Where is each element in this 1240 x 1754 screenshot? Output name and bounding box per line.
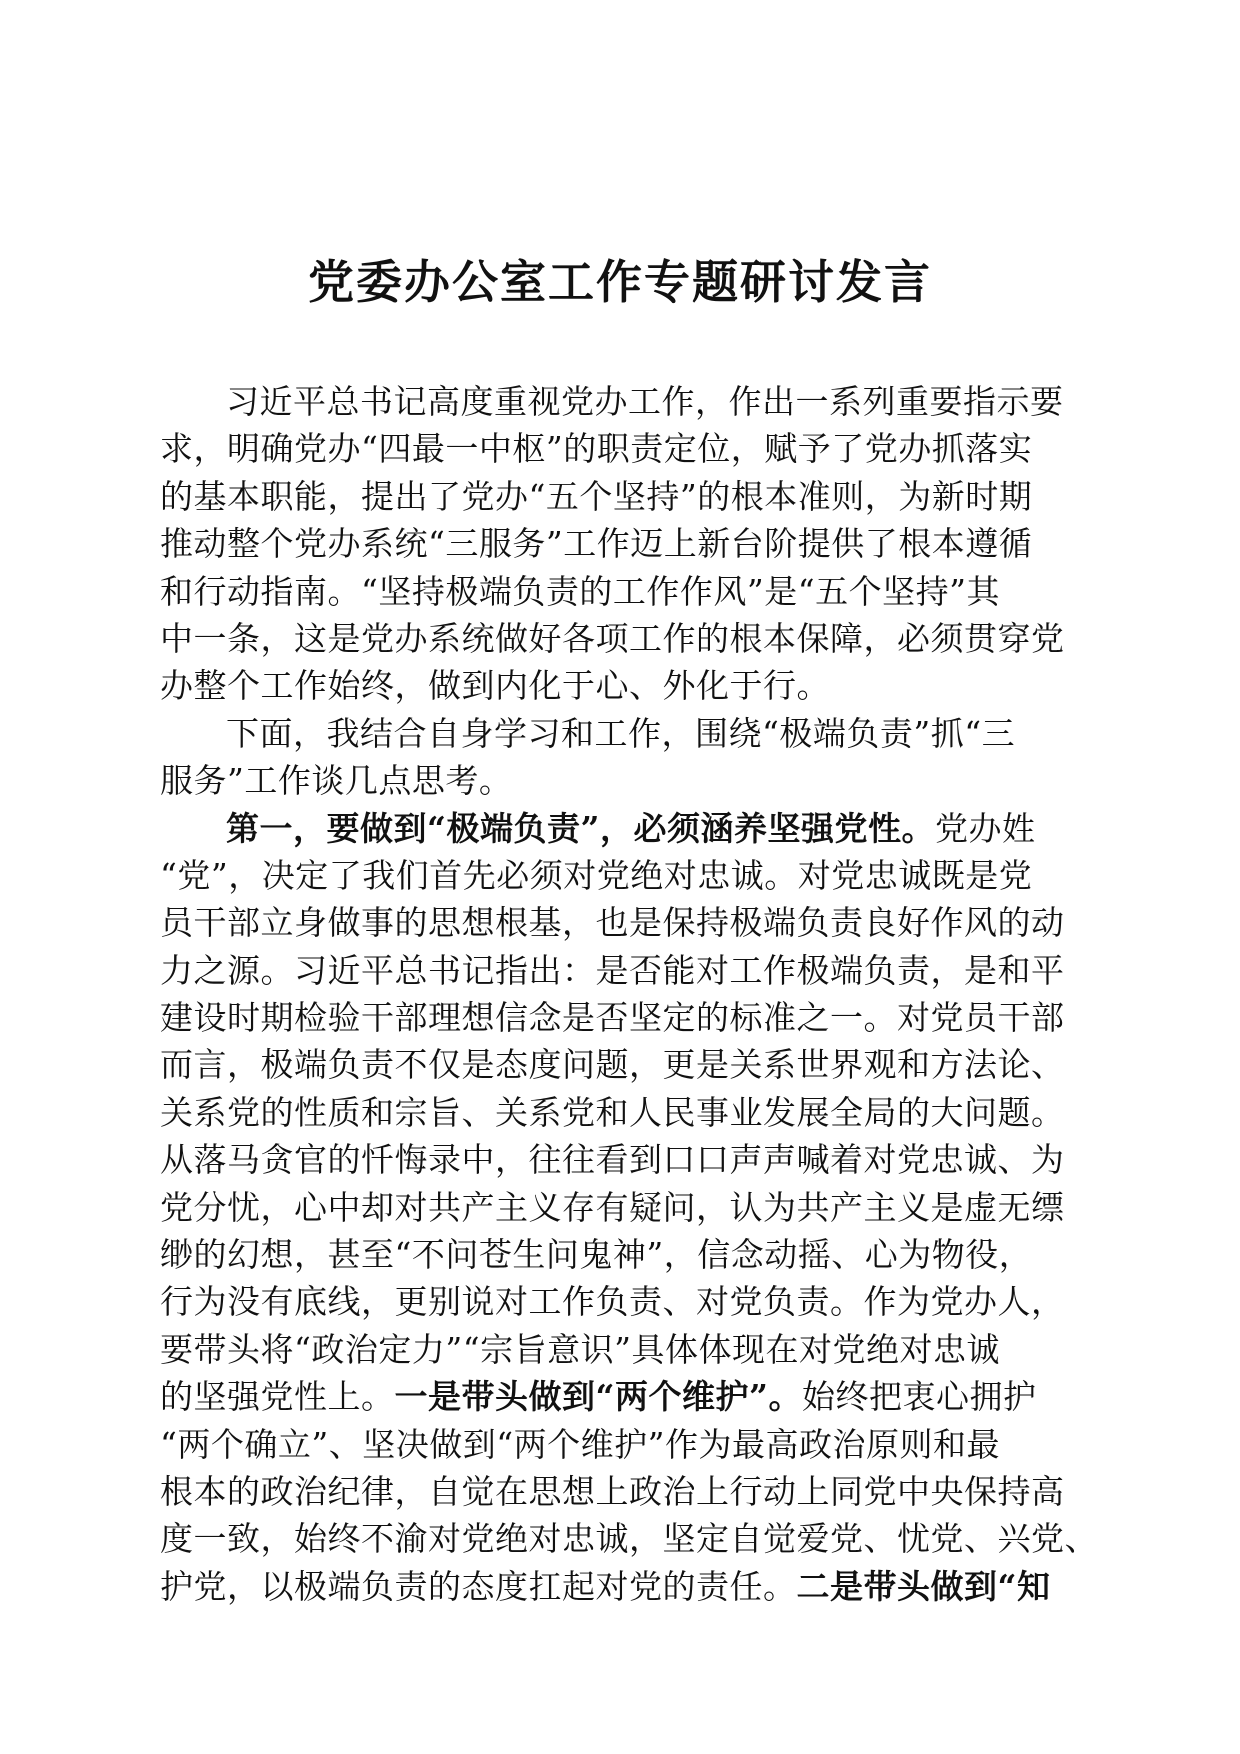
text-line — [160, 425, 1080, 472]
body-text: 办整个工作始终，做到内化于心、外化于行。 — [160, 666, 830, 706]
body-text: 习近平总书记高度重视党办工作，作出一系列重要指示要 — [226, 382, 1064, 421]
body-text: 建设时期检验干部理想信念是否坚定的标准之一。对党员干部 — [160, 998, 1065, 1038]
text-line — [160, 1278, 1080, 1325]
bold-heading-text: 二是带头做到“知 — [796, 1566, 1051, 1606]
text-line — [160, 662, 1080, 709]
body-text: 中一条，这是党办系统做好各项工作的根本保障，必须贯穿党 — [160, 618, 1065, 658]
text-line — [160, 1563, 1080, 1610]
body-text: 员干部立身做事的思想根基，也是保持极端负责良好作风的动 — [160, 903, 1065, 943]
page-title: 党委办公室工作专题研讨发言 — [308, 255, 932, 309]
body-text: “两个确立”、坚决做到“两个维护”作为最高政治原则和最 — [160, 1424, 1000, 1464]
body-text: “党”，决定了我们首先必须对党绝对忠诚。对党忠诚既是党 — [160, 855, 1033, 895]
text-line — [160, 899, 1080, 946]
text-line — [160, 852, 1080, 899]
text-line — [160, 1326, 1080, 1373]
body-text: 的坚强党性上。 — [160, 1377, 395, 1417]
text-line — [160, 1373, 1080, 1420]
text-line — [160, 1136, 1080, 1183]
body-text: 根本的政治纪律，自觉在思想上政治上行动上同党中央保持高 — [160, 1471, 1065, 1511]
text-line — [160, 520, 1080, 567]
text-line — [160, 1468, 1080, 1515]
text-line — [160, 757, 1080, 804]
text-line — [160, 1515, 1098, 1562]
body-text: 力之源。习近平总书记指出：是否能对工作极端负责，是和平 — [160, 950, 1065, 990]
body-text: 始终把衷心拥护 — [801, 1377, 1037, 1417]
text-line — [160, 568, 1080, 615]
body-text: 缈的幻想，甚至“不问苍生问鬼神”，信念动摇、心为物役， — [160, 1235, 1033, 1275]
body-text: 的基本职能，提出了党办“五个坚持”的根本准则，为新时期 — [160, 476, 1033, 516]
body-text: 而言，极端负责不仅是态度问题，更是关系世界观和方法论、 — [160, 1045, 1065, 1085]
text-line — [160, 805, 1080, 852]
bold-heading-text: 第一，要做到“极端负责”，必须涵养坚强党性。 — [226, 808, 935, 848]
body-text: 党办姓 — [934, 808, 1036, 848]
text-line — [160, 1421, 1080, 1468]
text-line — [160, 947, 1080, 994]
body-text: 从落马贪官的忏悔录中，往往看到口口声声喊着对党忠诚、为 — [160, 1140, 1065, 1180]
text-line — [160, 615, 1080, 662]
body-text: 护党，以极端负责的态度扛起对党的责任。 — [160, 1566, 797, 1606]
text-line — [160, 994, 1080, 1041]
body-text: 要带头将“政治定力”“宗旨意识”具体体现在对党绝对忠诚 — [160, 1329, 1000, 1369]
body-text: 度一致，始终不渝对党绝对忠诚，坚定自觉爱党、忧党、兴党、 — [160, 1519, 1098, 1559]
document-body — [160, 378, 1098, 1610]
bold-heading-text: 一是带头做到“两个维护”。 — [394, 1377, 802, 1417]
text-line — [160, 1089, 1080, 1136]
body-text: 行为没有底线，更别说对工作负责、对党负责。作为党办人， — [160, 1282, 1065, 1322]
text-line — [160, 378, 1080, 425]
body-text: 推动整个党办系统“三服务”工作迈上新台阶提供了根本遵循 — [160, 524, 1033, 564]
body-text: 党分忧，心中却对共产主义存有疑问，认为共产主义是虚无缥 — [160, 1187, 1065, 1227]
body-text: 下面，我结合自身学习和工作，围绕“极端负责”抓“三 — [226, 713, 1016, 753]
text-line — [160, 710, 1080, 757]
text-line — [160, 473, 1080, 520]
body-text: 和行动指南。“坚持极端负责的工作作风”是“五个坚持”其 — [160, 571, 1000, 611]
body-text: 服务”工作谈几点思考。 — [160, 761, 513, 801]
body-text: 关系党的性质和宗旨、关系党和人民事业发展全局的大问题。 — [160, 1092, 1065, 1132]
body-text: 求，明确党办“四最一中枢”的职责定位，赋予了党办抓落实 — [160, 429, 1033, 469]
text-line — [160, 1041, 1080, 1088]
text-line — [160, 1231, 1080, 1278]
text-line — [160, 1184, 1080, 1231]
